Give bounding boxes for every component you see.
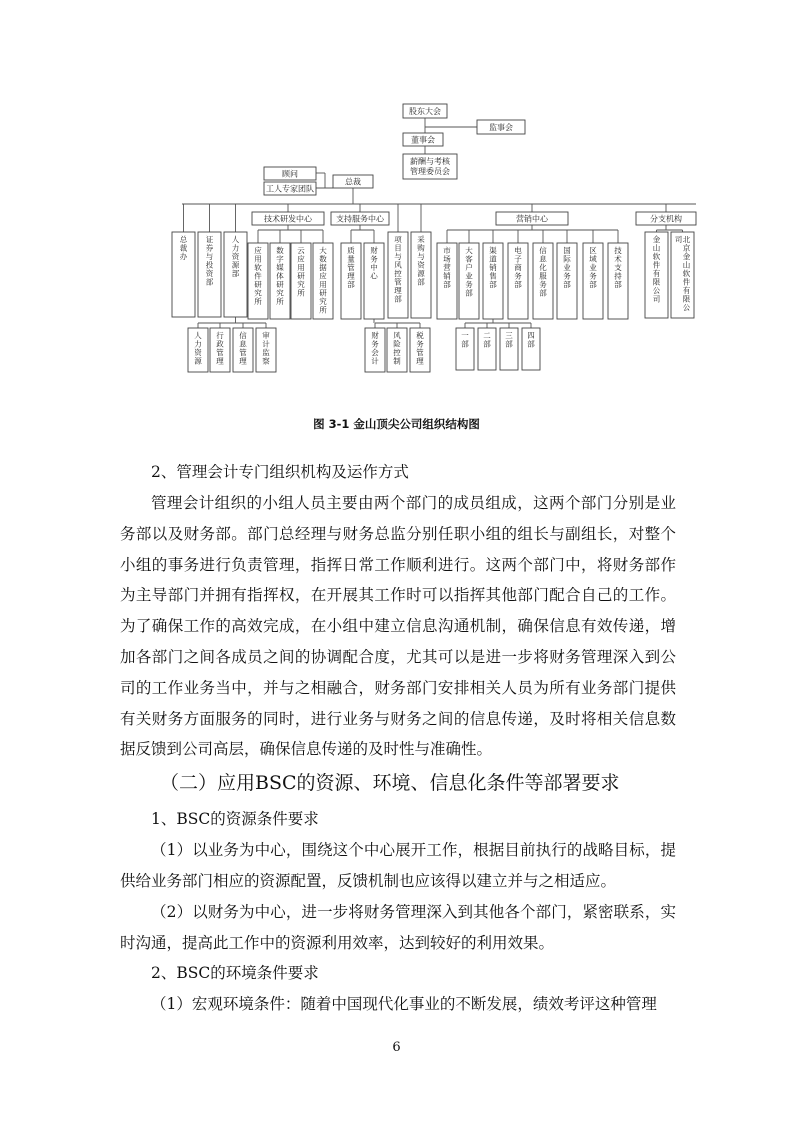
- svg-text:源: 源: [417, 269, 425, 278]
- svg-text:务: 务: [371, 339, 379, 349]
- org-chart: [0, 0, 793, 400]
- org-node-hr1: [188, 328, 208, 372]
- svg-text:客: 客: [465, 254, 473, 264]
- svg-text:北: 北: [682, 235, 691, 244]
- svg-text:司: 司: [674, 235, 683, 244]
- org-node-mkt4: [508, 243, 528, 319]
- svg-text:公: 公: [682, 303, 691, 312]
- page-number: 6: [392, 1040, 401, 1055]
- svg-text:务: 务: [465, 280, 473, 289]
- org-node-mkt3: [483, 243, 503, 319]
- svg-text:研: 研: [297, 271, 305, 281]
- svg-text:应: 应: [297, 254, 305, 264]
- svg-text:股东大会: 股东大会: [409, 107, 441, 116]
- svg-text:销: 销: [489, 263, 497, 272]
- svg-text:媒: 媒: [276, 263, 284, 272]
- svg-text:理: 理: [239, 356, 247, 366]
- svg-text:大: 大: [319, 246, 327, 255]
- svg-text:管: 管: [239, 348, 247, 357]
- svg-text:察: 察: [262, 356, 270, 366]
- svg-text:分支机构: 分支机构: [650, 214, 682, 224]
- org-node-board: [403, 133, 443, 146]
- svg-text:监事会: 监事会: [489, 123, 513, 132]
- svg-text:监: 监: [262, 348, 270, 357]
- svg-text:户: 户: [465, 263, 473, 272]
- org-node-securities: [198, 232, 221, 317]
- svg-text:市: 市: [443, 246, 451, 255]
- svg-text:务: 务: [370, 254, 378, 264]
- svg-text:部: 部: [205, 277, 214, 287]
- svg-text:商: 商: [514, 263, 522, 272]
- org-node-committee: [403, 154, 457, 179]
- org-node-mkt2: [459, 243, 479, 319]
- svg-text:字: 字: [276, 254, 284, 264]
- svg-text:董事会: 董事会: [411, 135, 435, 145]
- svg-text:制: 制: [393, 356, 401, 366]
- org-node-mkt6: [557, 243, 577, 319]
- org-node-branch: [636, 212, 696, 225]
- org-node-mkt7: [583, 243, 603, 319]
- svg-text:理: 理: [416, 356, 424, 366]
- svg-text:化: 化: [539, 263, 547, 272]
- svg-text:际: 际: [563, 254, 571, 264]
- svg-text:渠: 渠: [489, 246, 497, 255]
- svg-text:部: 部: [563, 280, 571, 289]
- svg-text:四: 四: [527, 331, 535, 340]
- svg-text:风: 风: [394, 260, 402, 270]
- svg-text:与: 与: [417, 252, 425, 261]
- org-node-rd1: [248, 243, 268, 319]
- svg-text:应: 应: [254, 246, 262, 255]
- svg-text:管: 管: [347, 263, 355, 272]
- svg-text:部: 部: [461, 339, 469, 349]
- svg-text:术: 术: [614, 254, 622, 264]
- svg-text:所: 所: [276, 297, 284, 306]
- svg-text:息: 息: [539, 254, 547, 264]
- svg-text:财: 财: [371, 331, 379, 340]
- svg-text:资: 资: [194, 348, 202, 357]
- svg-text:部: 部: [483, 339, 491, 349]
- svg-text:研: 研: [254, 280, 262, 289]
- svg-text:用: 用: [319, 280, 327, 289]
- svg-text:务: 务: [563, 271, 571, 281]
- svg-text:业: 业: [589, 263, 597, 272]
- svg-text:支: 支: [614, 263, 622, 272]
- svg-text:业: 业: [465, 271, 473, 281]
- svg-text:理: 理: [394, 286, 402, 295]
- svg-text:管理委员会: 管理委员会: [410, 167, 450, 176]
- svg-text:所: 所: [254, 297, 262, 306]
- svg-text:总裁: 总裁: [345, 177, 361, 187]
- svg-text:计: 计: [262, 339, 270, 349]
- svg-text:总: 总: [179, 235, 188, 244]
- svg-text:应: 应: [319, 271, 327, 281]
- svg-text:司: 司: [652, 294, 661, 304]
- svg-text:审: 审: [262, 331, 270, 340]
- svg-text:税: 税: [416, 331, 424, 340]
- sub1-item1: （1）以业务为中心，围绕这个中心展开工作，根据目前执行的战略目标，提供给业务部门相应的资源配置，反馈机制也应该得以建立并与之相适应。: [120, 841, 676, 890]
- svg-text:政: 政: [216, 339, 224, 349]
- org-node-rd3: [291, 243, 311, 319]
- svg-text:部: 部: [514, 280, 522, 289]
- svg-text:会: 会: [371, 348, 379, 357]
- org-node-project: [388, 232, 408, 318]
- svg-text:营: 营: [443, 263, 451, 272]
- svg-text:部: 部: [417, 277, 425, 287]
- svg-text:数: 数: [276, 246, 284, 255]
- svg-text:有: 有: [682, 286, 691, 295]
- svg-text:息: 息: [239, 339, 247, 349]
- svg-text:证: 证: [205, 235, 214, 244]
- org-node-supervisors: [477, 120, 525, 134]
- svg-text:件: 件: [254, 271, 262, 281]
- svg-text:资: 资: [231, 252, 240, 261]
- svg-text:技: 技: [614, 246, 622, 255]
- svg-text:所: 所: [297, 288, 305, 298]
- svg-text:数: 数: [319, 254, 327, 264]
- svg-text:限: 限: [682, 294, 691, 304]
- svg-text:部: 部: [489, 280, 497, 289]
- org-node-m3: [500, 328, 518, 370]
- svg-text:控: 控: [393, 348, 401, 357]
- svg-text:售: 售: [489, 271, 497, 281]
- org-node-tech: [252, 212, 324, 225]
- svg-text:金: 金: [652, 235, 661, 244]
- org-node-mkt1: [437, 243, 457, 319]
- svg-text:服: 服: [539, 271, 547, 281]
- svg-text:险: 险: [393, 339, 401, 349]
- org-node-quality: [341, 243, 361, 319]
- svg-text:理: 理: [216, 356, 224, 366]
- org-node-hr4: [256, 328, 276, 372]
- org-node-shareholders: [403, 104, 447, 118]
- svg-text:究: 究: [319, 297, 327, 306]
- svg-text:务: 务: [589, 271, 597, 281]
- svg-text:一: 一: [461, 331, 469, 340]
- svg-text:件: 件: [652, 260, 661, 270]
- org-node-br1: [645, 232, 668, 318]
- svg-text:公: 公: [652, 286, 661, 295]
- svg-text:采: 采: [417, 235, 425, 244]
- svg-text:部: 部: [465, 288, 473, 298]
- org-node-president: [333, 175, 373, 188]
- svg-text:用: 用: [254, 254, 262, 264]
- svg-text:办: 办: [179, 252, 188, 261]
- svg-text:质: 质: [347, 246, 355, 255]
- svg-text:控: 控: [394, 269, 402, 278]
- sub2-heading: 2、BSC的环境条件要求: [151, 964, 319, 982]
- svg-text:支持服务中心: 支持服务中心: [336, 214, 384, 224]
- svg-text:京: 京: [682, 243, 691, 253]
- svg-text:源: 源: [231, 260, 240, 270]
- svg-text:金: 金: [682, 252, 691, 261]
- org-node-purchase: [411, 232, 431, 318]
- org-node-rd4: [313, 243, 333, 319]
- org-node-mkt8: [608, 243, 628, 319]
- svg-text:软: 软: [254, 263, 262, 272]
- org-node-fin2: [387, 328, 407, 372]
- svg-text:道: 道: [489, 254, 497, 264]
- sub1-item2: （2）以财务为中心，进一步将财务管理深入到其他各个部门，紧密联系，实时沟通，提高此工作中的资源利用效率，达到较好的利用效果。: [120, 903, 676, 952]
- svg-text:顾问: 顾问: [282, 169, 298, 179]
- svg-text:件: 件: [682, 277, 691, 287]
- svg-text:二: 二: [483, 331, 491, 340]
- svg-text:体: 体: [276, 271, 284, 281]
- svg-text:资: 资: [205, 269, 214, 278]
- svg-text:资: 资: [417, 260, 425, 270]
- svg-text:业: 业: [563, 263, 571, 272]
- org-node-experts: [264, 182, 316, 195]
- svg-text:与: 与: [394, 252, 402, 261]
- svg-text:究: 究: [297, 280, 305, 289]
- svg-text:源: 源: [194, 356, 202, 366]
- svg-text:部: 部: [394, 294, 402, 304]
- svg-text:与: 与: [205, 252, 214, 261]
- figure-caption: 图 3-1 金山顶尖公司组织结构图: [313, 417, 480, 431]
- svg-text:部: 部: [527, 339, 535, 349]
- svg-text:项: 项: [394, 235, 402, 244]
- svg-text:理: 理: [347, 271, 355, 281]
- svg-text:云: 云: [297, 246, 305, 255]
- svg-text:所: 所: [319, 305, 327, 315]
- svg-text:人: 人: [231, 235, 240, 244]
- svg-text:目: 目: [394, 243, 402, 253]
- svg-text:究: 究: [276, 288, 284, 298]
- svg-text:计: 计: [371, 356, 379, 366]
- svg-text:三: 三: [505, 331, 513, 340]
- svg-text:中: 中: [370, 263, 378, 272]
- org-node-m2: [478, 328, 496, 370]
- svg-text:部: 部: [347, 280, 355, 289]
- svg-text:投: 投: [205, 260, 214, 270]
- svg-text:行: 行: [216, 331, 224, 340]
- svg-text:财: 财: [370, 246, 378, 255]
- svg-text:裁: 裁: [179, 243, 188, 253]
- svg-text:研: 研: [319, 288, 327, 298]
- svg-text:心: 心: [370, 271, 378, 281]
- svg-text:信: 信: [239, 331, 247, 340]
- svg-text:软: 软: [682, 269, 691, 278]
- svg-text:薪酬与考核: 薪酬与考核: [410, 157, 450, 166]
- svg-text:力: 力: [231, 243, 240, 253]
- svg-text:销: 销: [443, 271, 451, 281]
- org-node-rd2: [270, 243, 290, 319]
- svg-text:人: 人: [194, 331, 202, 340]
- svg-text:场: 场: [443, 254, 451, 264]
- svg-text:大: 大: [465, 246, 473, 255]
- svg-text:务: 务: [416, 339, 424, 349]
- svg-text:研: 研: [276, 280, 284, 289]
- svg-text:究: 究: [254, 288, 262, 298]
- svg-text:持: 持: [614, 271, 622, 281]
- para1-heading: 2、管理会计专门组织机构及运作方式: [151, 463, 409, 481]
- org-node-finance: [364, 243, 384, 319]
- svg-text:电: 电: [514, 246, 522, 255]
- org-node-m4: [522, 328, 540, 370]
- svg-text:部: 部: [539, 288, 547, 298]
- svg-text:力: 力: [194, 339, 202, 349]
- svg-text:山: 山: [652, 243, 661, 253]
- org-node-hr: [224, 232, 247, 317]
- org-node-m1: [456, 328, 474, 370]
- svg-text:技术研发中心: 技术研发中心: [264, 214, 312, 224]
- svg-text:部: 部: [443, 280, 451, 289]
- svg-text:部: 部: [231, 269, 240, 278]
- org-node-service: [331, 212, 389, 225]
- svg-text:管: 管: [394, 277, 402, 287]
- svg-text:信: 信: [539, 246, 547, 255]
- org-node-advisor: [264, 167, 316, 180]
- org-node-mkt5: [533, 243, 553, 319]
- svg-text:工人专家团队: 工人专家团队: [266, 184, 314, 194]
- org-node-hr2: [210, 328, 230, 372]
- svg-text:务: 务: [539, 280, 547, 289]
- sub2-item1: （1）宏观环境条件：随着中国现代化事业的不断发展，绩效考评这种管理: [151, 995, 657, 1013]
- svg-text:券: 券: [205, 243, 214, 253]
- svg-text:子: 子: [514, 254, 522, 264]
- svg-text:部: 部: [505, 339, 513, 349]
- org-node-office: [172, 232, 195, 317]
- svg-text:山: 山: [682, 260, 691, 270]
- svg-text:软: 软: [652, 252, 661, 261]
- svg-text:营销中心: 营销中心: [516, 214, 548, 224]
- svg-text:国: 国: [563, 246, 571, 255]
- sub1-heading: 1、BSC的资源条件要求: [151, 810, 319, 828]
- svg-text:用: 用: [297, 263, 305, 272]
- section2-heading: （二）应用BSC的资源、环境、信息化条件等部署要求: [160, 772, 620, 794]
- para1-body: 管理会计组织的小组人员主要由两个部门的成员组成，这两个部门分别是业务部以及财务部。部门总经理与财务总监分别任职小组的组长与副组长，对整个小组的事务进行负责管理，指挥日常工作顺利进行。这两个部门中，将财务部作为主导部门并拥有指挥权，在开展其工作时可以指挥其他部门配合自己的工作。为了确保工作的高效完成，在小组中建立信息沟通机制，确保信息有效传递，增加各部门之间各成员之间的协调配合度，尤其可以是进一步将财务管理深入到公司的工作业务当中，并与之相融合，财务部门安排相关人员为所有业务部门提供有关财务方面服务的同时，进行业务与财务之间的信息传递，及时将相关信息数据反馈到公司高层，确保信息传递的及时性与准确性。: [120, 494, 676, 759]
- svg-text:管: 管: [416, 348, 424, 357]
- org-node-marketing: [496, 212, 568, 225]
- svg-text:据: 据: [319, 263, 327, 272]
- org-node-hr3: [233, 328, 253, 372]
- svg-text:管: 管: [216, 348, 224, 357]
- svg-text:有: 有: [652, 269, 661, 278]
- svg-text:购: 购: [417, 243, 425, 253]
- org-node-br2: [671, 232, 694, 318]
- org-node-fin3: [410, 328, 430, 372]
- svg-text:域: 域: [589, 254, 597, 264]
- svg-text:量: 量: [347, 254, 355, 264]
- svg-text:务: 务: [514, 271, 522, 281]
- svg-text:部: 部: [614, 280, 622, 289]
- svg-text:风: 风: [393, 331, 401, 340]
- svg-text:部: 部: [589, 280, 597, 289]
- org-node-fin1: [365, 328, 385, 372]
- svg-text:区: 区: [589, 246, 597, 255]
- svg-text:限: 限: [652, 277, 661, 287]
